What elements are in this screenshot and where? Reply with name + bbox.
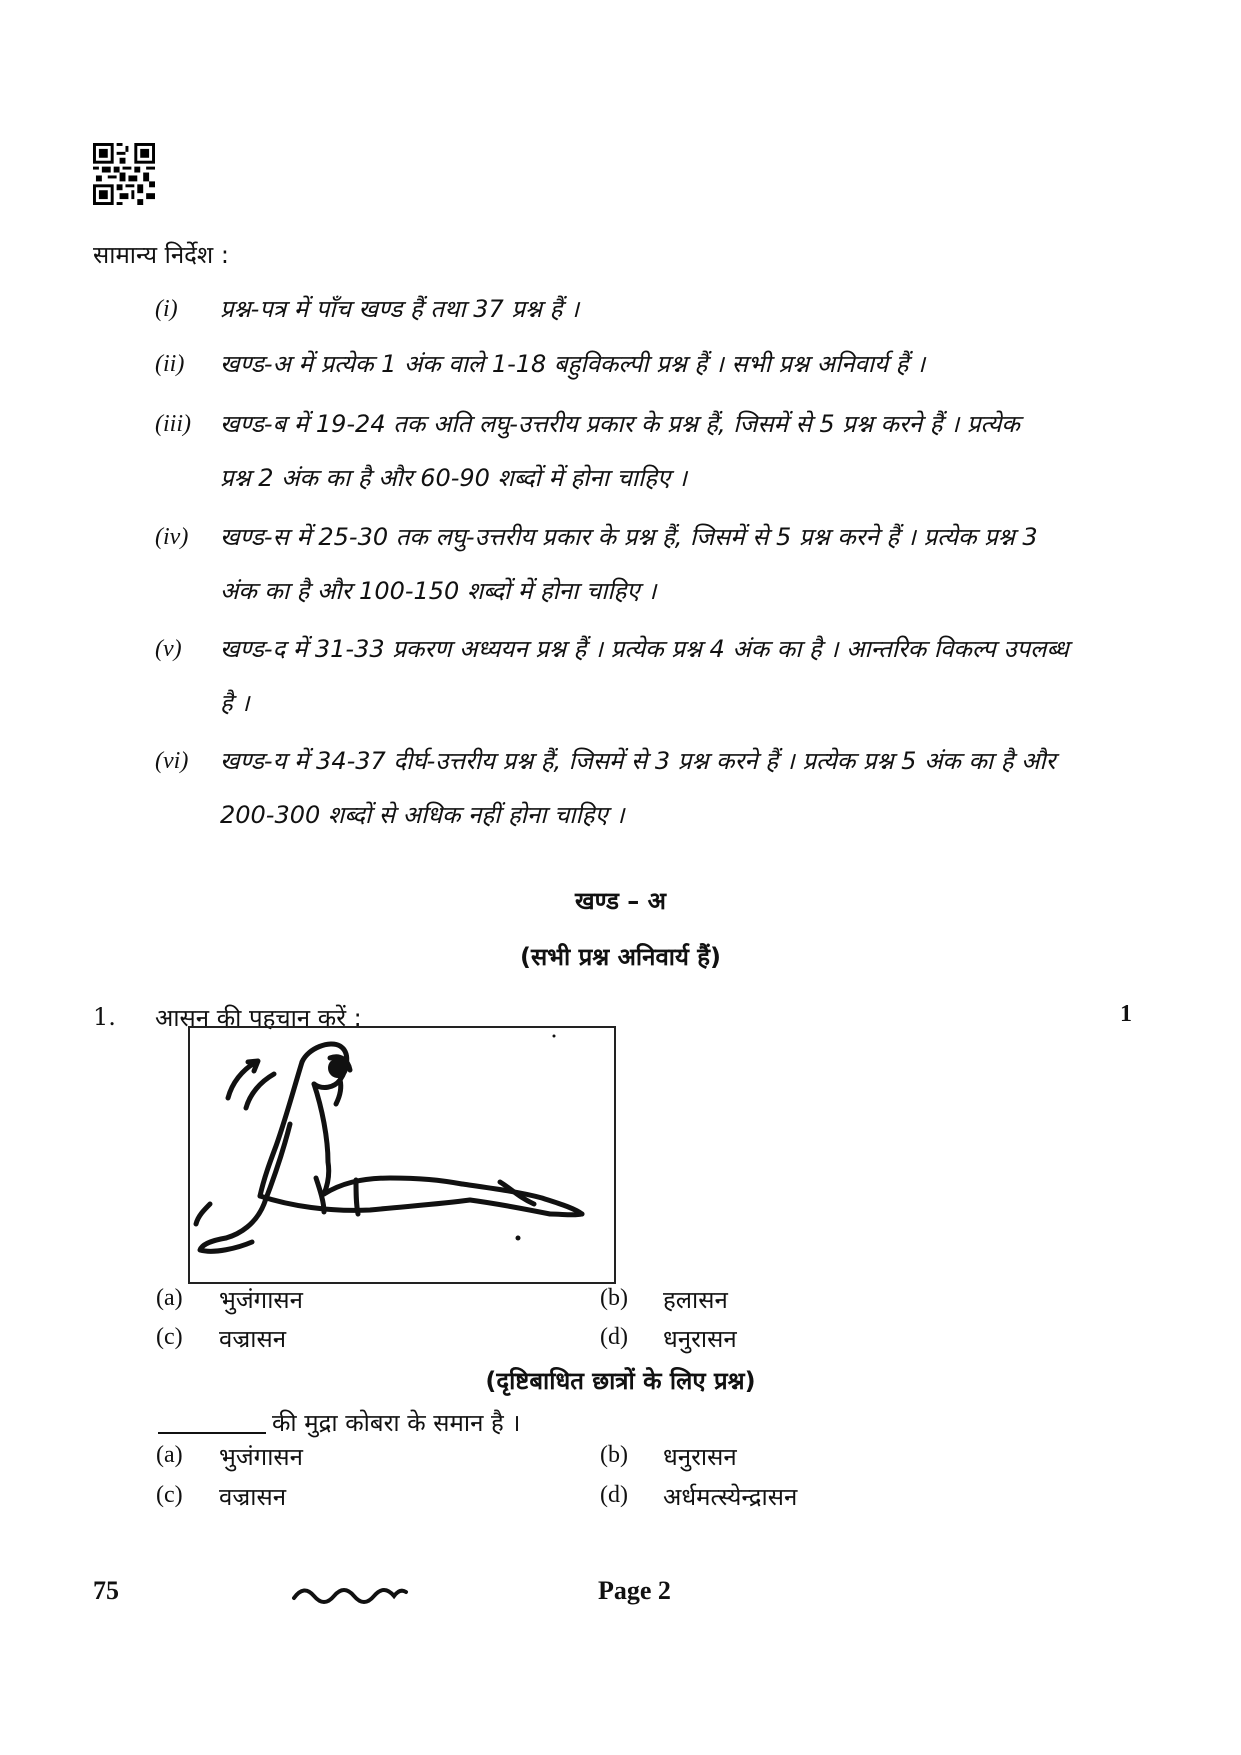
option-label: (a) xyxy=(156,1442,183,1468)
instruction-number: (iii) xyxy=(155,411,191,437)
option-label: (b) xyxy=(600,1285,628,1311)
instruction-text: अंक का है और 100-150 शब्दों में होना चाहिए । xyxy=(220,577,657,605)
instruction-item xyxy=(155,510,1140,618)
instruction-number: (v) xyxy=(155,636,182,662)
instruction-text: खण्ड-स में 25-30 तक लघु-उत्तरीय प्रकार के प्रश्न हैं, जिसमें से 5 प्रश्न करने हैं । प्रत्येक प्रश्न 3 xyxy=(220,523,1038,551)
cobra-pose-drawing xyxy=(190,1028,614,1282)
figure-frame xyxy=(188,1026,616,1284)
instruction-text: खण्ड-ब में 19-24 तक अति लघु-उत्तरीय प्रकार के प्रश्न हैं, जिसमें से 5 प्रश्न करने हैं । प्रत्येक xyxy=(220,410,1020,438)
instruction-text: खण्ड-य में 34-37 दीर्घ-उत्तरीय प्रश्न हैं, जिसमें से 3 प्रश्न करने हैं । प्रत्येक प्रश्न 5 अंक का है और xyxy=(220,747,1056,775)
option-text: वज्रासन xyxy=(219,1483,287,1511)
option-label: (c) xyxy=(156,1482,183,1508)
instruction-text: प्रश्न-पत्र में पाँच खण्ड हैं तथा 37 प्रश्न हैं । xyxy=(220,295,580,323)
instruction-item xyxy=(155,282,1140,336)
option-text: भुजंगासन xyxy=(219,1443,303,1471)
question-text: आसन की पहचान करें : xyxy=(155,1004,362,1032)
instruction-text: खण्ड-द में 31-33 प्रकरण अध्ययन प्रश्न हैं । प्रत्येक प्रश्न 4 अंक का है । आन्तरिक विकल्प उपलब्ध xyxy=(220,635,1069,663)
question-number: 1. xyxy=(93,1003,116,1031)
qr-code-icon xyxy=(93,143,155,205)
section-subtitle: (सभी प्रश्न अनिवार्य हैं) xyxy=(519,943,722,971)
vi-option-c[interactable] xyxy=(156,1480,287,1511)
option-text: वज्रासन xyxy=(219,1325,287,1353)
instruction-item xyxy=(155,397,1140,505)
option-text: धनुरासन xyxy=(663,1443,737,1471)
section-title: खण्ड – अ xyxy=(575,887,666,915)
option-label: (c) xyxy=(156,1324,183,1350)
vi-option-b[interactable] xyxy=(600,1440,737,1471)
question-marks: 1 xyxy=(1120,1001,1132,1027)
instruction-number: (i) xyxy=(155,296,178,322)
option-text: अर्धमत्स्येन्द्रासन xyxy=(663,1483,798,1511)
option-label: (d) xyxy=(600,1324,628,1350)
instruction-item xyxy=(155,337,1140,391)
instruction-text: खण्ड-अ में प्रत्येक 1 अंक वाले 1-18 बहुविकल्पी प्रश्न हैं । सभी प्रश्न अनिवार्य हैं । xyxy=(220,350,926,378)
wavy-line-icon xyxy=(290,1578,410,1608)
instruction-number: (iv) xyxy=(155,524,189,550)
instruction-item xyxy=(155,622,1140,730)
instruction-number: (ii) xyxy=(155,351,185,377)
option-b[interactable] xyxy=(600,1283,728,1314)
instruction-text: प्रश्न 2 अंक का है और 60-90 शब्दों में होना चाहिए । xyxy=(220,464,687,492)
instruction-number: (vi) xyxy=(155,748,189,774)
instruction-text: है । xyxy=(220,689,250,717)
option-text: भुजंगासन xyxy=(219,1286,303,1314)
vi-question-text: की मुद्रा कोबरा के समान है । xyxy=(272,1409,521,1437)
vi-heading: (दृष्टिबाधित छात्रों के लिए प्रश्न) xyxy=(485,1367,756,1395)
option-label: (a) xyxy=(156,1285,183,1311)
option-d[interactable] xyxy=(600,1322,737,1353)
instructions-heading: सामान्य निर्देश : xyxy=(93,241,229,269)
option-label: (b) xyxy=(600,1442,628,1468)
paper-code: 75 xyxy=(93,1576,119,1605)
vi-option-d[interactable] xyxy=(600,1480,798,1511)
instruction-text: 200-300 शब्दों से अधिक नहीं होना चाहिए । xyxy=(220,801,625,829)
option-text: हलासन xyxy=(663,1286,728,1314)
vi-option-a[interactable] xyxy=(156,1440,303,1471)
option-a[interactable] xyxy=(156,1283,303,1314)
option-c[interactable] xyxy=(156,1322,287,1353)
option-text: धनुरासन xyxy=(663,1325,737,1353)
page-number: Page 2 xyxy=(598,1576,671,1605)
instruction-item xyxy=(155,734,1140,842)
option-label: (d) xyxy=(600,1482,628,1508)
answer-blank xyxy=(158,1432,266,1434)
